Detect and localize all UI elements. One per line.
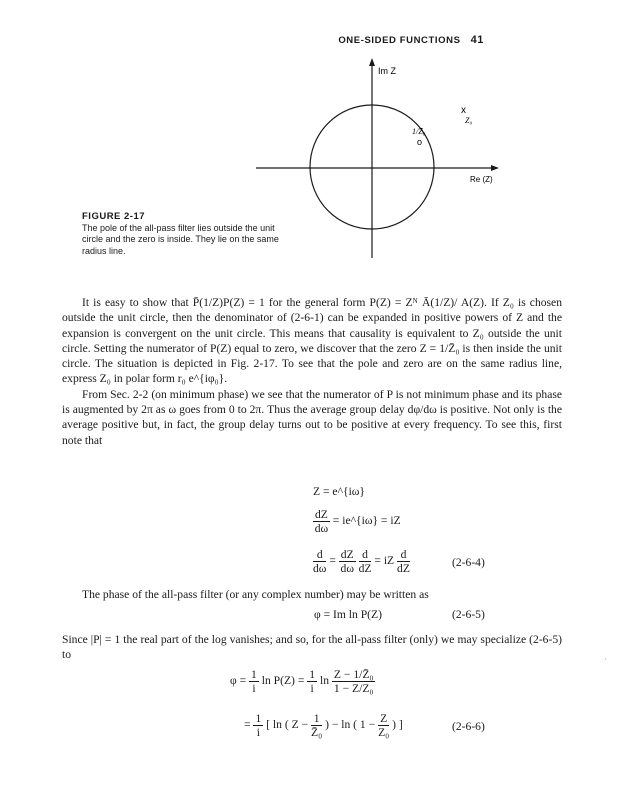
frac-den: dω: [313, 562, 327, 575]
equation-number: (2-6-6): [452, 720, 485, 733]
re-axis-arrow-icon: [491, 165, 499, 171]
frac-num: dZ: [340, 548, 354, 561]
frac-num: d: [313, 548, 326, 562]
frac-num: 1: [311, 712, 322, 726]
equation-dz: [313, 508, 401, 535]
equation-number: (2-6-4): [452, 556, 485, 569]
frac-num: Z: [378, 712, 389, 726]
equation-dz-rhs: = ie^{iω} = iZ: [332, 514, 401, 528]
paragraph-3-text: The phase of the all-pass filter (or any complex number) may be written as: [82, 588, 429, 601]
frac-num: 1: [309, 668, 316, 681]
equals-sign: =: [329, 554, 336, 568]
frac-num: d: [359, 548, 372, 562]
equation-2-6-4: [313, 548, 410, 575]
pole-label: Z₀: [465, 116, 473, 125]
paragraph-2-text: From Sec. 2-2 (on minimum phase) we see that the numerator of P is not minimum phase and its phase is augmented by 2π as ω goes from 0 to 2π. Thus the average group delay dφ/dω is positive. Not only is the average positive but, in fact, the group delay turns out to be positive at every frequency. To see this, first note that: [62, 387, 562, 447]
frac-num: d: [397, 548, 410, 562]
frac-num: Z − 1/Z̄₀: [333, 668, 374, 681]
bracket-open: [ ln ( Z −: [266, 718, 309, 732]
frac-den: i: [256, 726, 260, 739]
equation-lhs: φ =: [230, 674, 247, 688]
zero-marker: o: [417, 137, 423, 147]
page-number: 41: [470, 34, 484, 46]
equation-lhs: =: [244, 718, 251, 732]
equation-mid: ) − ln ( 1 −: [325, 718, 376, 732]
equation-phi: [230, 668, 375, 695]
paragraph-3: [62, 587, 562, 602]
frac-num: 1: [251, 668, 257, 681]
bracket-close: ) ]: [392, 718, 403, 732]
re-axis-label: Re (Z): [470, 175, 493, 184]
paragraph-4-text: Since |P| = 1 the real part of the log vanishes; and so, for the all-pass filter (only) we may specialize (2-6-5) to: [62, 633, 562, 662]
ln-operator: ln: [319, 674, 329, 688]
margin-mark: ·: [604, 655, 607, 664]
frac-den: i: [252, 682, 256, 695]
im-axis-label: Im Z: [378, 66, 396, 76]
zero-label: 1/Z̄₀: [412, 127, 426, 136]
frac-den: Z̄₀: [311, 726, 323, 739]
equation-number: (2-6-5): [452, 608, 485, 621]
caption-title: FIGURE 2-17: [82, 211, 146, 222]
frac-den: dω: [314, 522, 329, 535]
running-title: ONE-SIDED FUNCTIONS: [338, 35, 461, 46]
frac-den: i: [310, 682, 314, 695]
im-axis-arrow-icon: [369, 58, 375, 66]
equation-2-6-5: φ = Im ln P(Z): [314, 608, 382, 621]
frac-den: 1 − Z/Z₀: [333, 682, 374, 695]
pole-marker: x: [461, 105, 466, 116]
frac-num: dZ: [315, 508, 328, 521]
caption-text: The pole of the all-pass filter lies outside the unit circle and the zero is inside. They lie on the same radius line.: [82, 222, 279, 256]
paragraph-1-text: It is easy to show that P̄(1/Z)P(Z) = 1 for the general form P(Z) = Zᴺ Ā(1/Z)/ A(Z). If Z₀ is chosen outside the unit circle, then the denominator of (2-6-1) can be expanded in positive powers of Z and the expansion is convergent on the unit circle. This means that causality is equivalent to Z₀ outside the unit circle. Setting the numerator of P(Z) equal to zero, we discover that the zero Z = 1/Z̄₀ is then inside the unit circle. The situation is depicted in Fig. 2-17. To see that the pole and zero are on the same radius line, express Z₀ in polar form r₀ e^{iφ₀}.: [62, 296, 562, 386]
frac-den: dω: [340, 562, 354, 575]
frac-den: dZ: [397, 562, 410, 575]
equation-mid: ln P(Z) =: [261, 674, 305, 688]
figure-caption: [82, 211, 282, 257]
equation-z: Z = e^{iω}: [313, 485, 365, 498]
paragraph-1: [62, 295, 562, 448]
equation-rhs: = iZ: [374, 554, 395, 568]
frac-num: 1: [255, 712, 262, 725]
frac-den: dZ: [358, 562, 372, 575]
frac-den: Z₀: [378, 726, 390, 739]
equation-2-6-6: [244, 712, 403, 739]
paragraph-4: [62, 632, 562, 663]
